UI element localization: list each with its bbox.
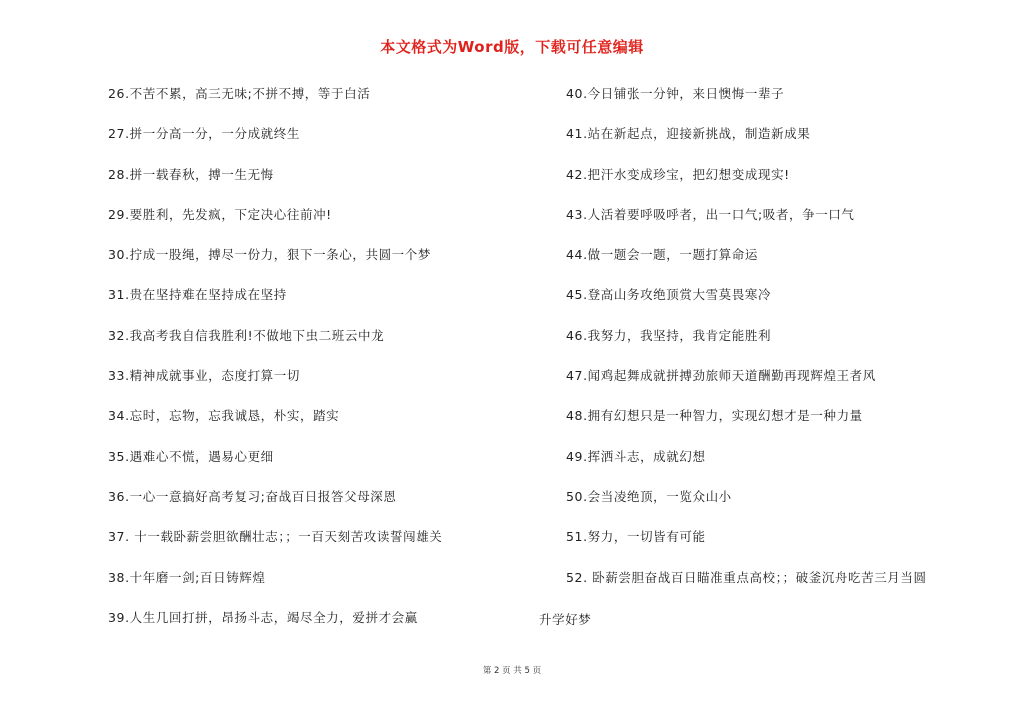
list-item: 34.忘时，忘物，忘我诚恳，朴实，踏实 <box>108 408 340 424</box>
left-column <box>108 84 538 648</box>
list-item: 45.登高山务攻绝顶赏大雪莫畏寒冷 <box>566 287 772 303</box>
list-item: 27.拼一分高一分，一分成就终生 <box>108 126 300 142</box>
list-item: 42.把汗水变成珍宝，把幻想变成现实! <box>566 166 790 182</box>
list-item: 26.不苦不累，高三无味;不拼不搏，等于白活 <box>108 86 371 101</box>
list-item: 46.我努力，我坚持，我肯定能胜利 <box>566 327 772 343</box>
list-item: 47.闻鸡起舞成就拼搏劲旅师天道酬勤再现辉煌王者风 <box>566 368 876 384</box>
list-item: 38.十年磨一剑;百日铸辉煌 <box>108 569 266 585</box>
list-item: 43.人活着要呼吸呼者，出一口气;吸者，争一口气 <box>566 206 855 222</box>
list-item: 32.我高考我自信我胜利!不做地下虫二班云中龙 <box>108 327 385 343</box>
list-item: 33.精神成就事业，态度打算一切 <box>108 368 300 384</box>
list-item: 49.挥洒斗志，成就幻想 <box>566 448 706 464</box>
list-item: 35.遇难心不慌，遇易心更细 <box>108 448 274 464</box>
page-number: 第 2 页 共 5 页 <box>482 666 542 676</box>
list-item: 29.要胜利，先发疯，下定决心往前冲! <box>108 206 332 222</box>
list-item: 40.今日铺张一分钟，来日懊悔一辈子 <box>566 86 785 101</box>
list-item: 28.拼一载春秋，搏一生无悔 <box>108 166 274 182</box>
list-item: 41.站在新起点，迎接新挑战，制造新成果 <box>566 126 811 142</box>
list-item: 48.拥有幻想只是一种智力，实现幻想才是一种力量 <box>566 408 863 424</box>
list-item: 39.人生几回打拼，昂扬斗志，竭尽全力，爱拼才会赢 <box>108 609 418 625</box>
list-item: 30.拧成一股绳，搏尽一份力，狠下一条心，共圆一个梦 <box>108 247 431 263</box>
list-item: 50.会当凌绝顶，一览众山小 <box>566 488 732 504</box>
page-title: 本文格式为Word版，下载可任意编辑 <box>380 38 644 56</box>
list-item: 31.贵在坚持难在坚持成在坚持 <box>108 287 287 303</box>
list-item: 52. 卧薪尝胆奋战百日瞄准重点高校；；破釜沉舟吃苦三月当圆 <box>566 569 927 585</box>
list-item: 51.努力，一切皆有可能 <box>566 529 706 545</box>
list-item: 44.做一题会一题，一题打算命运 <box>566 247 758 263</box>
list-item: 37. 十一载卧薪尝胆欲酬壮志；；一百天刻苦攻读誓闯雄关 <box>108 529 443 545</box>
continuation-text: 升学好梦 <box>539 612 592 627</box>
list-item: 36.一心一意搞好高考复习;奋战百日报答父母深恩 <box>108 488 397 504</box>
right-column <box>566 84 1006 608</box>
